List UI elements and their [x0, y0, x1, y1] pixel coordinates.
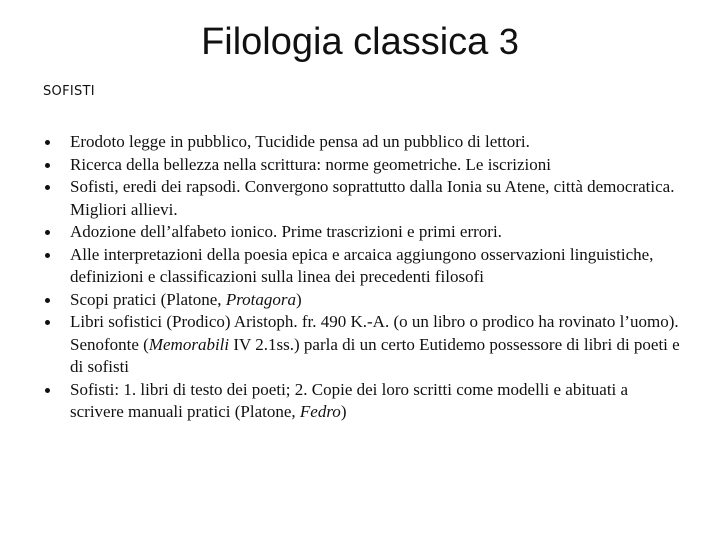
bullet-text: ) — [296, 289, 302, 309]
bullet-item — [43, 244, 683, 289]
bullet-dot-icon — [45, 253, 50, 258]
bullet-dot-icon — [45, 230, 50, 235]
bullet-item — [43, 221, 683, 244]
bullet-item — [43, 379, 683, 424]
bullet-text: Scopi pratici (Platone, — [70, 289, 226, 309]
bullet-text: Alle interpretazioni della poesia epica e arcaica aggiungono osservazioni linguistiche, definizioni e classificazioni sulla linea dei precedenti filosofi — [70, 244, 654, 286]
bullet-dot-icon — [45, 163, 50, 168]
bullet-dot-icon — [45, 388, 50, 393]
title-number: 3 — [498, 21, 519, 62]
bullet-text: Sofisti, eredi dei rapsodi. Convergono soprattutto dalla Ionia su Atene, città democratica. Migliori allievi. — [70, 177, 675, 219]
bullet-text: Sofisti: 1. libri di testo dei poeti; 2. Copie dei loro scritti come modelli e abituati a scrivere manuali pratici (Platone, — [70, 379, 629, 421]
bullet-item — [43, 289, 683, 312]
bullet-list — [43, 131, 683, 424]
bullet-text: Ricerca della bellezza nella scrittura: norme geometriche. Le iscrizioni — [70, 154, 551, 174]
bullet-text-italic: Fedro — [299, 402, 341, 421]
section-label: SOFISTI — [43, 84, 95, 99]
bullet-dot-icon — [45, 298, 50, 303]
bullet-dot-icon — [45, 140, 50, 145]
bullet-item — [43, 311, 683, 379]
title-text: Filologia classica — [201, 21, 489, 63]
bullet-text: ) — [340, 402, 347, 421]
bullet-text: IV 2.1ss.) parla di un certo Eutidemo possessore di libri di poeti e di sofisti — [70, 334, 680, 376]
bullet-dot-icon — [45, 320, 50, 325]
bullet-item — [43, 154, 683, 177]
bullet-text: Adozione dell’alfabeto ionico. Prime trascrizioni e primi errori. — [70, 222, 502, 241]
bullet-text-italic: Protagora — [225, 289, 297, 309]
bullet-text: Erodoto legge in pubblico, Tucidide pensa ad un pubblico di lettori. — [70, 132, 530, 151]
bullet-text-italic: Memorabili — [148, 334, 230, 354]
bullet-item — [43, 131, 683, 154]
page-title — [0, 16, 720, 68]
bullet-item — [43, 176, 683, 221]
bullet-text: Libri sofistici (Prodico) Aristoph. fr. 490 K.-A. (o un libro o prodico ha rovinato l’uomo). Senofonte ( — [70, 312, 679, 354]
bullet-dot-icon — [45, 185, 50, 190]
